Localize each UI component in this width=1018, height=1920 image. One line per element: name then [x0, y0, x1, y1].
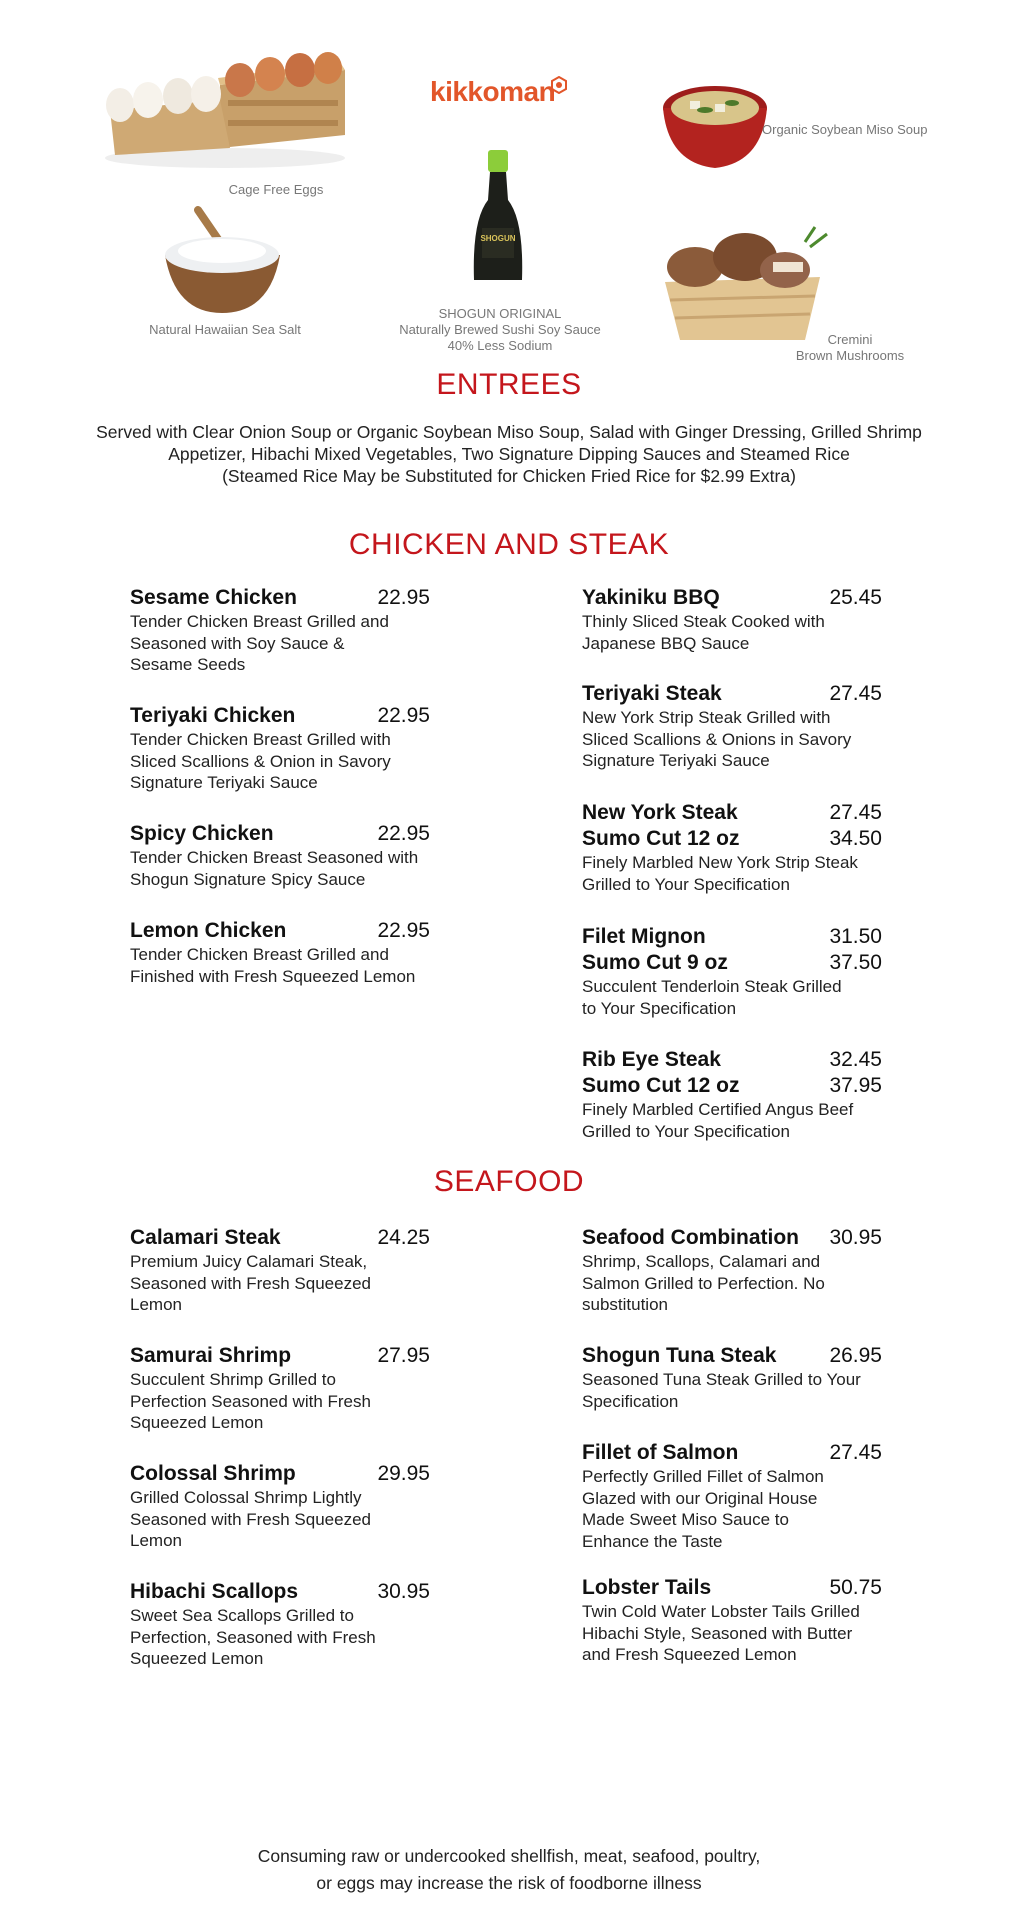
menu-item	[130, 1579, 430, 1670]
mushrooms-image	[655, 222, 835, 342]
item-description: Grilled Colossal Shrimp Lightly Seasoned with Fresh Squeezed Lemon	[130, 1488, 371, 1550]
menu-item	[130, 1225, 430, 1316]
soy-caption-line-2: Naturally Brewed Sushi Soy Sauce	[399, 322, 601, 337]
menu-item	[582, 1047, 882, 1142]
item-price: 22.95	[377, 822, 430, 845]
menu-item	[582, 800, 882, 895]
item-sumo-price: 37.95	[829, 1074, 882, 1097]
item-name: Calamari Steak	[130, 1226, 281, 1249]
item-name: Fillet of Salmon	[582, 1441, 739, 1464]
item-price: 26.95	[829, 1344, 882, 1367]
menu-item	[582, 681, 882, 772]
item-name: Hibachi Scallops	[130, 1580, 299, 1603]
eggs-caption: Cage Free Eggs	[228, 182, 324, 197]
item-name: Sesame Chicken	[130, 586, 297, 609]
item-description: New York Strip Steak Grilled with Sliced Scallions & Onions in Savory Signature Teriyaki Sauce	[582, 708, 852, 770]
item-price: 30.95	[377, 1580, 430, 1603]
item-name: Rib Eye Steak	[582, 1048, 721, 1071]
seafood-title: SEAFOOD	[433, 1165, 585, 1198]
menu-item	[130, 821, 430, 890]
menu-item	[130, 703, 430, 794]
menu-item	[130, 1461, 430, 1552]
entrees-intro	[50, 421, 968, 487]
item-description: Tender Chicken Breast Seasoned with Shogun Signature Spicy Sauce	[130, 848, 419, 889]
item-description: Succulent Tenderloin Steak Grilled to Your Specification	[582, 977, 842, 1018]
item-name: Colossal Shrimp	[130, 1462, 296, 1485]
item-sumo-name: Sumo Cut 12 oz	[582, 827, 740, 850]
item-price: 31.50	[829, 925, 882, 948]
item-sumo-name: Sumo Cut 12 oz	[582, 1074, 740, 1097]
item-name: Seafood Combination	[582, 1226, 799, 1249]
menu-item	[130, 918, 430, 987]
item-price: 22.95	[377, 704, 430, 727]
menu-item	[582, 1440, 882, 1552]
item-description: Shrimp, Scallops, Calamari and Salmon Grilled to Perfection. No substitution	[582, 1252, 825, 1314]
kikkoman-logo	[430, 76, 570, 116]
item-name: Lemon Chicken	[130, 919, 287, 942]
menu-item	[582, 924, 882, 1019]
item-price: 30.95	[829, 1226, 882, 1249]
miso-soup-caption: Organic Soybean Miso Soup	[762, 122, 928, 137]
item-price: 50.75	[829, 1576, 882, 1599]
kikkoman-logo-text: kikkoman	[430, 76, 556, 107]
soy-caption-line-3: 40% Less Sodium	[447, 338, 553, 353]
item-name: Teriyaki Steak	[582, 682, 722, 705]
menu-item	[582, 585, 882, 654]
entrees-intro-line-1: Served with Clear Onion Soup or Organic Soybean Miso Soup, Salad with Ginger Dressing, Grilled Shrimp	[96, 422, 922, 442]
miso-soup-image	[660, 68, 770, 178]
item-name: Yakiniku BBQ	[582, 586, 720, 609]
item-description: Finely Marbled New York Strip Steak Grilled to Your Specification	[582, 853, 858, 894]
item-price: 27.45	[829, 801, 882, 824]
kikkoman-hexagon-icon	[550, 76, 568, 94]
item-price: 27.45	[829, 1441, 882, 1464]
item-sumo-name: Sumo Cut 9 oz	[582, 951, 728, 974]
item-price: 32.45	[829, 1048, 882, 1071]
item-description: Succulent Shrimp Grilled to Perfection Seasoned with Fresh Squeezed Lemon	[130, 1370, 371, 1432]
item-description: Tender Chicken Breast Grilled and Finished with Fresh Squeezed Lemon	[130, 945, 416, 986]
item-description: Perfectly Grilled Fillet of Salmon Glazed with our Original House Made Sweet Miso Sauce to Enhance the Taste	[582, 1467, 824, 1551]
item-description: Thinly Sliced Steak Cooked with Japanese BBQ Sauce	[582, 612, 825, 653]
item-price: 25.45	[829, 586, 882, 609]
entrees-title: ENTREES	[436, 368, 582, 401]
chicken-steak-title: CHICKEN AND STEAK	[348, 528, 670, 561]
item-price: 22.95	[377, 586, 430, 609]
menu-item	[582, 1575, 882, 1666]
item-name: Samurai Shrimp	[130, 1344, 292, 1367]
notice-line-2: or eggs may increase the risk of foodborne illness	[316, 1873, 702, 1893]
item-description: Tender Chicken Breast Grilled and Seasoned with Soy Sauce & Sesame Seeds	[130, 612, 389, 674]
item-name: Lobster Tails	[582, 1576, 712, 1599]
item-description: Premium Juicy Calamari Steak, Seasoned with Fresh Squeezed Lemon	[130, 1252, 371, 1314]
menu-item	[582, 1343, 882, 1412]
eggs-image	[100, 40, 350, 170]
item-name: Teriyaki Chicken	[130, 704, 296, 727]
item-price: 24.25	[377, 1226, 430, 1249]
item-description: Tender Chicken Breast Grilled with Sliced Scallions & Onion in Savory Signature Teriyaki Sauce	[130, 730, 391, 792]
item-description: Seasoned Tuna Steak Grilled to Your Specification	[582, 1370, 861, 1411]
item-sumo-price: 37.50	[829, 951, 882, 974]
soy-sauce-caption	[380, 306, 620, 354]
item-price: 29.95	[377, 1462, 430, 1485]
entrees-intro-line-3: (Steamed Rice May be Substituted for Chicken Fried Rice for $2.99 Extra)	[222, 466, 796, 486]
mushrooms-caption	[770, 332, 930, 364]
item-price: 27.45	[829, 682, 882, 705]
bottle-label: SHOGUN	[480, 234, 516, 243]
item-price: 27.95	[377, 1344, 430, 1367]
menu-item	[130, 585, 430, 676]
item-name: Filet Mignon	[582, 925, 706, 948]
item-description: Twin Cold Water Lobster Tails Grilled Hibachi Style, Seasoned with Butter and Fresh Squeezed Lemon	[582, 1602, 860, 1664]
mushrooms-caption-line-1: Cremini	[827, 332, 873, 347]
notice-line-1: Consuming raw or undercooked shellfish, meat, seafood, poultry,	[257, 1846, 761, 1866]
sea-salt-caption: Natural Hawaiian Sea Salt	[149, 322, 301, 337]
item-name: Shogun Tuna Steak	[582, 1344, 777, 1367]
item-name: New York Steak	[582, 801, 738, 824]
soy-caption-line-1: SHOGUN ORIGINAL	[438, 306, 562, 321]
item-description: Sweet Sea Scallops Grilled to Perfection, Seasoned with Fresh Squeezed Lemon	[130, 1606, 376, 1668]
menu-item	[130, 1343, 430, 1434]
mushrooms-caption-line-2: Brown Mushrooms	[795, 348, 905, 363]
soy-sauce-bottle-image	[468, 150, 528, 290]
entrees-intro-line-2: Appetizer, Hibachi Mixed Vegetables, Two Signature Dipping Sauces and Steamed Rice	[168, 444, 850, 464]
item-price: 22.95	[377, 919, 430, 942]
sea-salt-image	[160, 205, 285, 315]
foodborne-illness-notice	[0, 1843, 1018, 1897]
item-sumo-price: 34.50	[829, 827, 882, 850]
item-description: Finely Marbled Certified Angus Beef Grilled to Your Specification	[582, 1100, 854, 1141]
item-name: Spicy Chicken	[130, 822, 274, 845]
menu-item	[582, 1225, 882, 1316]
